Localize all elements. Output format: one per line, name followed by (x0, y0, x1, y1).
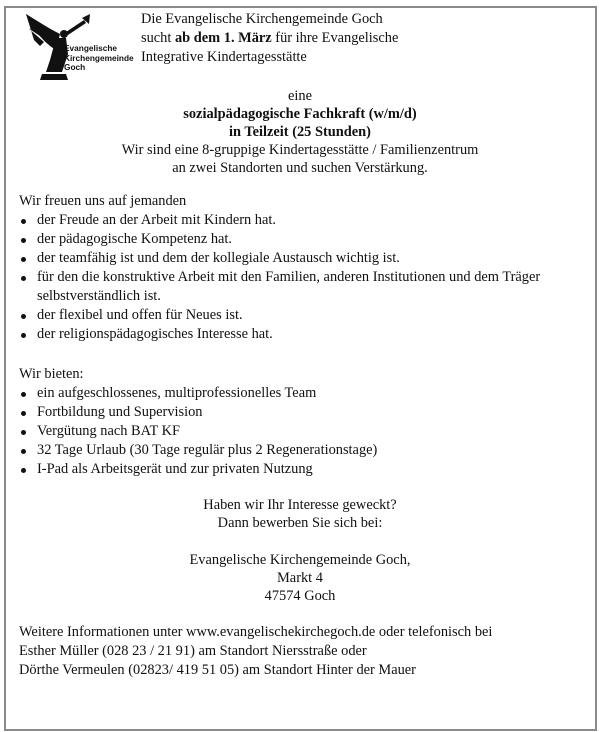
logo-text (64, 44, 134, 73)
contact-line: Esther Müller (028 23 / 21 91) am Standort Niersstraße oder (19, 643, 367, 659)
intro-line: Die Evangelische Kirchengemeinde Goch (141, 11, 383, 27)
list-item (19, 249, 579, 268)
apply-question: Haben wir Ihr Interesse geweckt? (203, 497, 397, 513)
bullet-icon (21, 333, 26, 338)
start-date: ab dem 1. März (174, 30, 272, 46)
list-item (19, 211, 579, 230)
list-item-text: der flexibel und offen für Neues ist. (37, 307, 243, 323)
list-item-text: Fortbildung und Supervision (37, 404, 203, 420)
list-item-text: ein aufgeschlossenes, multiprofessionelles Team (37, 385, 317, 401)
logo-line: Kirchengemeinde (64, 52, 134, 63)
list-item (19, 325, 579, 344)
bullet-icon (21, 392, 26, 397)
intro-line (141, 29, 398, 48)
address-line: Evangelische Kirchengemeinde Goch, (189, 552, 411, 568)
list-item-text: der pädagogische Kompetenz hat. (37, 231, 232, 247)
logo-line: Goch (64, 62, 86, 73)
list-item (19, 403, 579, 422)
list-item (19, 230, 579, 249)
logo-line: Evangelische (64, 43, 118, 53)
seeking-section (19, 192, 579, 344)
address-line: Markt 4 (277, 570, 323, 586)
seeking-list (19, 211, 579, 344)
bullet-icon (21, 257, 26, 262)
list-item-text: Vergütung nach BAT KF (37, 423, 180, 439)
intro-text-part: für ihre Evangelische (271, 30, 399, 46)
bullet-icon (21, 314, 26, 319)
seeking-heading: Wir freuen uns auf jemanden (19, 193, 187, 209)
contact-line: Dörthe Vermeulen (02823/ 419 51 05) am Standort Hinter der Mauer (19, 662, 416, 678)
bullet-icon (21, 430, 26, 435)
list-item (19, 268, 579, 306)
list-item (19, 441, 579, 460)
position-hours: in Teilzeit (25 Stunden) (229, 124, 371, 140)
position-description: Wir sind eine 8-gruppige Kindertagesstätte / Familienzentrum (121, 142, 479, 158)
offer-section (19, 365, 579, 479)
list-item-text: I-Pad als Arbeitsgerät und zur privaten Nutzung (37, 461, 313, 477)
list-item-text: der teamfähig ist und dem der kollegiale Austausch wichtig ist. (37, 250, 400, 266)
contact-section (19, 623, 589, 680)
list-item-text: für den die konstruktive Arbeit mit den Familien, anderen Institutionen und dem Träger selbstverständlich ist. (37, 269, 541, 304)
bullet-icon (21, 411, 26, 416)
list-item (19, 422, 579, 441)
list-item (19, 306, 579, 325)
bullet-icon (21, 449, 26, 454)
position-eine: eine (288, 88, 312, 104)
intro-text (141, 10, 398, 67)
address-line: 47574 Goch (264, 588, 336, 604)
offer-list (19, 384, 579, 479)
bullet-icon (21, 219, 26, 224)
list-item-text: der Freude an der Arbeit mit Kindern hat. (37, 212, 276, 228)
contact-line: Weitere Informationen unter www.evangelischekirchegoch.de oder telefonisch bei (19, 624, 493, 640)
apply-instruction: Dann bewerben Sie sich bei: (217, 515, 383, 531)
intro-line: Integrative Kindertagesstätte (141, 49, 307, 65)
bullet-icon (21, 468, 26, 473)
list-item-text: der religionspädagogisches Interesse hat. (37, 326, 273, 342)
position-title: sozialpädagogische Fachkraft (w/m/d) (183, 106, 417, 122)
bullet-icon (21, 276, 26, 281)
bullet-icon (21, 238, 26, 243)
church-logo (22, 10, 132, 85)
list-item (19, 460, 579, 479)
list-item (19, 384, 579, 403)
list-item-text: 32 Tage Urlaub (30 Tage regulär plus 2 Regenerationstage) (37, 442, 378, 458)
offer-heading: Wir bieten: (19, 366, 84, 382)
position-description: an zwei Standorten und suchen Verstärkung. (172, 160, 428, 176)
intro-text-part: sucht (141, 30, 175, 46)
